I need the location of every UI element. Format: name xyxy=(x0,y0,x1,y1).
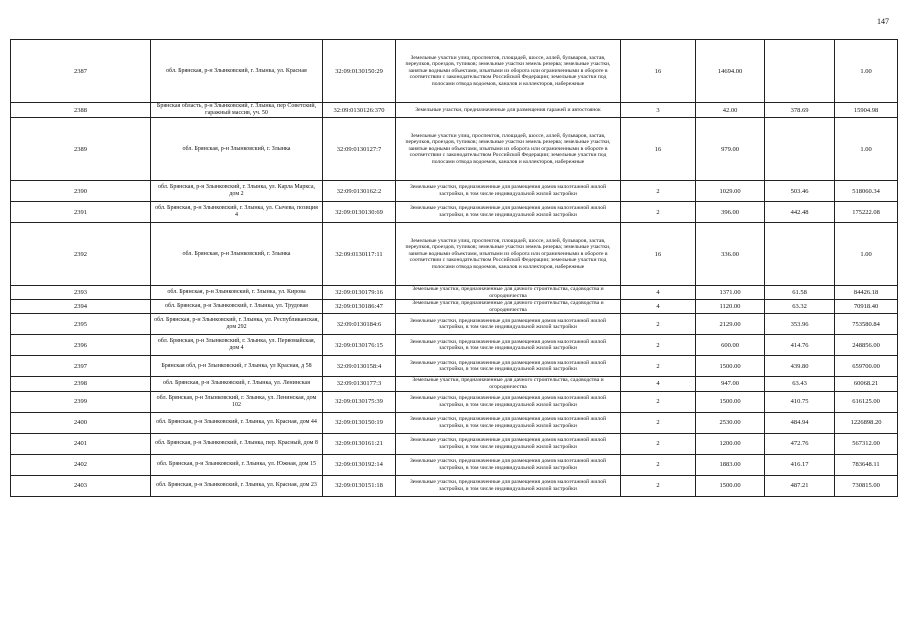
cadastral-number: 32:09:0130158:4 xyxy=(323,356,396,377)
table-row xyxy=(11,223,898,286)
row-number: 2400 xyxy=(11,412,151,433)
cadastral-number: 32:09:0130177:3 xyxy=(323,377,396,391)
area-value: 42.00 xyxy=(696,103,765,118)
address-cell: Брянская обл, р-н Злынковский, г Злынка, ул Красная, д 58 xyxy=(151,356,323,377)
rate-value: 61.58 xyxy=(765,286,835,300)
cadastral-number: 32:09:0130151:18 xyxy=(323,475,396,496)
row-number: 2396 xyxy=(11,335,151,356)
use-group: 4 xyxy=(621,286,696,300)
table-row xyxy=(11,412,898,433)
cadastral-value: 1.00 xyxy=(835,118,898,181)
cadastral-number: 32:09:0130150:29 xyxy=(323,40,396,103)
use-group: 16 xyxy=(621,118,696,181)
cadastral-value: 248856.00 xyxy=(835,335,898,356)
cadastral-value: 175222.08 xyxy=(835,202,898,223)
cadastral-value: 84426.18 xyxy=(835,286,898,300)
table-row xyxy=(11,475,898,496)
land-use: Земельные участки, предназначенные для дачного строительства, садоводства и огородничества xyxy=(396,286,621,300)
table-row xyxy=(11,335,898,356)
area-value: 1883.00 xyxy=(696,454,765,475)
use-group: 4 xyxy=(621,300,696,314)
area-value: 1029.00 xyxy=(696,181,765,202)
land-use: Земельные участки, предназначенные для размещения домов малоэтажной жилой застройки, в том числе индивидуальной жилой застройки xyxy=(396,181,621,202)
area-value: 2530.00 xyxy=(696,412,765,433)
rate-value xyxy=(765,40,835,103)
cadastral-number: 32:09:0130162:2 xyxy=(323,181,396,202)
rate-value: 353.96 xyxy=(765,314,835,335)
land-use: Земельные участки, предназначенные для дачного строительства, садоводства и огородничества xyxy=(396,377,621,391)
rate-value: 487.21 xyxy=(765,475,835,496)
cadastral-number: 32:09:0130161:21 xyxy=(323,433,396,454)
rate-value: 378.69 xyxy=(765,103,835,118)
cadastral-value: 1226898.20 xyxy=(835,412,898,433)
use-group: 16 xyxy=(621,40,696,103)
rate-value: 484.94 xyxy=(765,412,835,433)
row-number: 2399 xyxy=(11,391,151,412)
cadastral-number: 32:09:0130126:370 xyxy=(323,103,396,118)
rate-value: 439.80 xyxy=(765,356,835,377)
cadastral-number: 32:09:0130130:69 xyxy=(323,202,396,223)
table-row xyxy=(11,300,898,314)
area-value: 979.00 xyxy=(696,118,765,181)
area-value: 600.00 xyxy=(696,335,765,356)
use-group: 2 xyxy=(621,454,696,475)
address-cell: обл. Брянская, р-н Злынковский, г. Злынка xyxy=(151,223,323,286)
area-value: 396.00 xyxy=(696,202,765,223)
rate-value xyxy=(765,223,835,286)
row-number: 2393 xyxy=(11,286,151,300)
land-use: Земельные участки, предназначенные для размещения домов малоэтажной жилой застройки, в том числе индивидуальной жилой застройки xyxy=(396,391,621,412)
area-value: 336.00 xyxy=(696,223,765,286)
table-row xyxy=(11,433,898,454)
address-cell: обл. Брянская, р-н Злынковский, г. Злынка, ул. Красная, дом 23 xyxy=(151,475,323,496)
cadastral-value: 659700.00 xyxy=(835,356,898,377)
table-row xyxy=(11,103,898,118)
table-row xyxy=(11,377,898,391)
address-cell: обл. Брянская, р-н Злынковский, г. Злынка, ул. Трудовая xyxy=(151,300,323,314)
address-cell: обл. Брянская, р-н Злынковский, г. Злынка, ул. Ленинская xyxy=(151,377,323,391)
cadastral-value: 567312.00 xyxy=(835,433,898,454)
cadastral-value: 783648.11 xyxy=(835,454,898,475)
rate-value: 442.48 xyxy=(765,202,835,223)
area-value: 1500.00 xyxy=(696,391,765,412)
rate-value: 414.76 xyxy=(765,335,835,356)
address-cell: обл. Брянская, р-н Злынковский, г. Злынка xyxy=(151,118,323,181)
land-use: Земельные участки, предназначенные для размещения домов малоэтажной жилой застройки, в том числе индивидуальной жилой застройки xyxy=(396,202,621,223)
use-group: 2 xyxy=(621,412,696,433)
address-cell: обл. Брянская, р-н Злынковский, г. Злынка, ул. Южная, дом 15 xyxy=(151,454,323,475)
table-row xyxy=(11,454,898,475)
rate-value: 472.76 xyxy=(765,433,835,454)
use-group: 16 xyxy=(621,223,696,286)
land-use: Земельные участки, предназначенные для размещения домов малоэтажной жилой застройки, в том числе индивидуальной жилой застройки xyxy=(396,475,621,496)
use-group: 2 xyxy=(621,181,696,202)
cadastral-value: 1.00 xyxy=(835,223,898,286)
row-number: 2395 xyxy=(11,314,151,335)
land-use: Земельные участки, предназначенные для размещения домов малоэтажной жилой застройки, в том числе индивидуальной жилой застройки xyxy=(396,412,621,433)
row-number: 2403 xyxy=(11,475,151,496)
row-number: 2401 xyxy=(11,433,151,454)
cadastral-value: 60068.21 xyxy=(835,377,898,391)
cadastral-table xyxy=(10,39,898,497)
area-value: 1120.00 xyxy=(696,300,765,314)
cadastral-number: 32:09:0130176:15 xyxy=(323,335,396,356)
area-value: 1200.00 xyxy=(696,433,765,454)
land-use: Земельные участки, предназначенные для дачного строительства, садоводства и огородничества xyxy=(396,300,621,314)
cadastral-number: 32:09:0130184:6 xyxy=(323,314,396,335)
address-cell: обл. Брянская, р-н Злынковский, г. Злынка, пер. Красный, дом 8 xyxy=(151,433,323,454)
table-row xyxy=(11,118,898,181)
land-use: Земельные участки улиц, проспектов, площадей, шоссе, аллей, бульваров, застав, переулков, проездов, тупиков; земельные участки земель резерва; земельные участки, занятые водными объектами, изъятыми из оборота или ограниченными в обороте в соответствии с законодательством Российской Федерации; земельные участки под полосами отвода водоемов, каналов и коллекторов, набережные xyxy=(396,118,621,181)
table-row xyxy=(11,181,898,202)
use-group: 2 xyxy=(621,314,696,335)
row-number: 2390 xyxy=(11,181,151,202)
cadastral-number: 32:09:0130179:16 xyxy=(323,286,396,300)
use-group: 2 xyxy=(621,202,696,223)
row-number: 2394 xyxy=(11,300,151,314)
use-group: 4 xyxy=(621,377,696,391)
address-cell: обл. Брянская, р-н Злынковский, г. Злынка, ул. Красная, дом 44 xyxy=(151,412,323,433)
address-cell: обл. Брянская, р-н Злынковский, г. Злынка, ул. Ленинская, дом 102 xyxy=(151,391,323,412)
use-group: 2 xyxy=(621,335,696,356)
cadastral-number: 32:09:0130175:39 xyxy=(323,391,396,412)
row-number: 2397 xyxy=(11,356,151,377)
land-use: Земельные участки, предназначенные для размещения домов малоэтажной жилой застройки, в том числе индивидуальной жилой застройки xyxy=(396,454,621,475)
area-value: 947.00 xyxy=(696,377,765,391)
land-use: Земельные участки, предназначенные для размещения гаражей и автостоянок xyxy=(396,103,621,118)
row-number: 2398 xyxy=(11,377,151,391)
table-row xyxy=(11,40,898,103)
page-number: 147 xyxy=(877,17,889,26)
table-row xyxy=(11,314,898,335)
area-value: 1500.00 xyxy=(696,475,765,496)
use-group: 2 xyxy=(621,391,696,412)
row-number: 2391 xyxy=(11,202,151,223)
cadastral-value: 70918.40 xyxy=(835,300,898,314)
address-cell: обл. Брянская, р-н Злынковский, г. Злынка, ул. Красная xyxy=(151,40,323,103)
use-group: 2 xyxy=(621,356,696,377)
rate-value: 503.46 xyxy=(765,181,835,202)
use-group: 2 xyxy=(621,433,696,454)
address-cell: Брянская область, р-н Злынковский, г. Злынка, пер Советский, гаражный массив, уч. 50 xyxy=(151,103,323,118)
cadastral-number: 32:09:0130186:47 xyxy=(323,300,396,314)
area-value: 14694.00 xyxy=(696,40,765,103)
table-row xyxy=(11,391,898,412)
address-cell: обл. Брянская, р-н Злынковский, г. Злынка, ул. Сычева, позиция 4 xyxy=(151,202,323,223)
use-group: 2 xyxy=(621,475,696,496)
address-cell: обл. Брянская, р-н Злынковский, г. Злынка, ул. Первомайская, дом 4 xyxy=(151,335,323,356)
cadastral-value: 518060.34 xyxy=(835,181,898,202)
cadastral-value: 616125.00 xyxy=(835,391,898,412)
address-cell: обл. Брянская, р-н Злынковский, г. Злынка, ул. Республиканская, дом 292 xyxy=(151,314,323,335)
use-group: 3 xyxy=(621,103,696,118)
address-cell: обл. Брянская, р-н Злынковский, г. Злынка, ул. Кирова xyxy=(151,286,323,300)
cadastral-value: 753580.84 xyxy=(835,314,898,335)
table-row xyxy=(11,286,898,300)
area-value: 1371.00 xyxy=(696,286,765,300)
row-number: 2387 xyxy=(11,40,151,103)
land-use: Земельные участки, предназначенные для размещения домов малоэтажной жилой застройки, в том числе индивидуальной жилой застройки xyxy=(396,335,621,356)
land-use: Земельные участки, предназначенные для размещения домов малоэтажной жилой застройки, в том числе индивидуальной жилой застройки xyxy=(396,356,621,377)
area-value: 1500.00 xyxy=(696,356,765,377)
row-number: 2389 xyxy=(11,118,151,181)
land-use: Земельные участки улиц, проспектов, площадей, шоссе, аллей, бульваров, застав, переулков, проездов, тупиков; земельные участки земель резерва; земельные участки, занятые водными объектами, изъятыми из оборота или ограниченными в обороте в соответствии с законодательством Российской Федерации; земельные участки под полосами отвода водоемов, каналов и коллекторов, набережные xyxy=(396,40,621,103)
rate-value: 416.17 xyxy=(765,454,835,475)
cadastral-value: 730815.00 xyxy=(835,475,898,496)
rate-value: 410.75 xyxy=(765,391,835,412)
cadastral-number: 32:09:0130150:19 xyxy=(323,412,396,433)
row-number: 2388 xyxy=(11,103,151,118)
row-number: 2392 xyxy=(11,223,151,286)
land-use: Земельные участки, предназначенные для размещения домов малоэтажной жилой застройки, в том числе индивидуальной жилой застройки xyxy=(396,314,621,335)
table-row xyxy=(11,356,898,377)
cadastral-number: 32:09:0130117:11 xyxy=(323,223,396,286)
land-use: Земельные участки, предназначенные для размещения домов малоэтажной жилой застройки, в том числе индивидуальной жилой застройки xyxy=(396,433,621,454)
cadastral-number: 32:09:0130192:14 xyxy=(323,454,396,475)
address-cell: обл. Брянская, р-н Злынковский, г. Злынка, ул. Карла Маркса, дом 2 xyxy=(151,181,323,202)
row-number: 2402 xyxy=(11,454,151,475)
cadastral-value: 1.00 xyxy=(835,40,898,103)
area-value: 2129.00 xyxy=(696,314,765,335)
table-row xyxy=(11,202,898,223)
rate-value: 63.43 xyxy=(765,377,835,391)
cadastral-value: 15904.98 xyxy=(835,103,898,118)
rate-value: 63.32 xyxy=(765,300,835,314)
cadastral-number: 32:09:0130127:7 xyxy=(323,118,396,181)
land-use: Земельные участки улиц, проспектов, площадей, шоссе, аллей, бульваров, застав, переулков, проездов, тупиков; земельные участки земель резерва; земельные участки, занятые водными объектами, изъятыми из оборота или ограниченными в обороте в соответствии с законодательством Российской Федерации; земельные участки под полосами отвода водоемов, каналов и коллекторов, набережные xyxy=(396,223,621,286)
table-body xyxy=(11,40,898,497)
rate-value xyxy=(765,118,835,181)
